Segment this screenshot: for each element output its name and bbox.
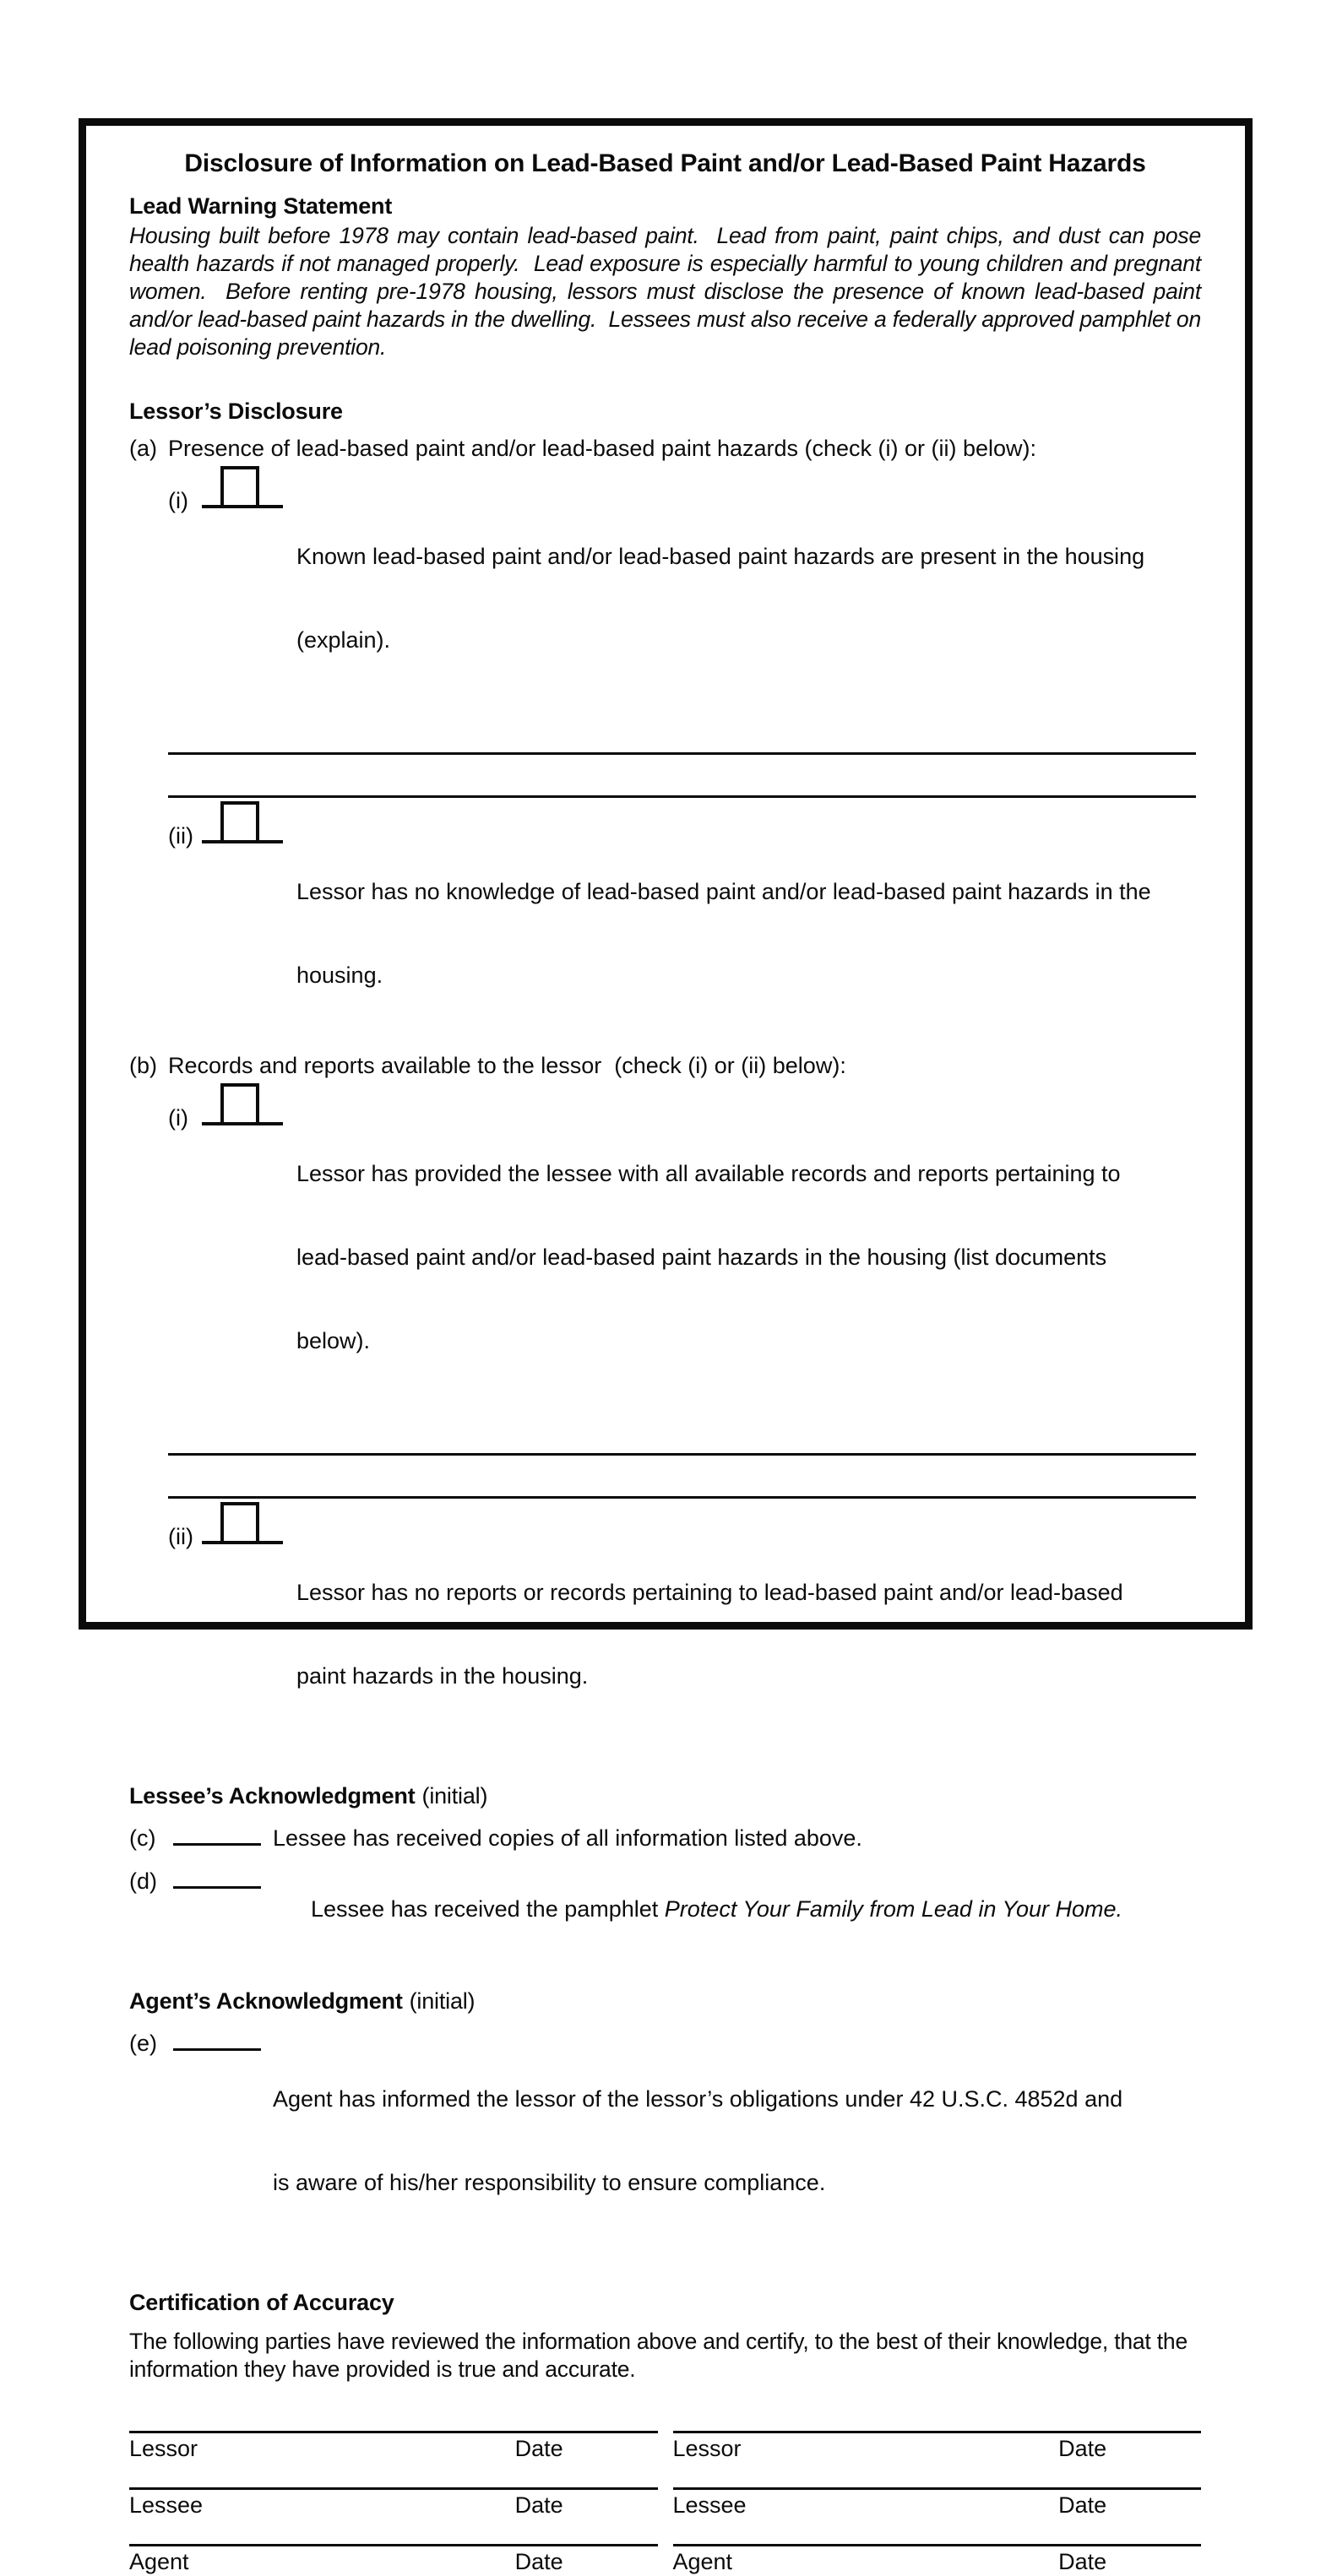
no-knowledge-checkbox[interactable] (202, 800, 283, 843)
signature-role-label: Lessee (672, 2492, 747, 2518)
no-records-checkbox[interactable] (202, 1500, 283, 1544)
signature-date-label: Date (514, 2549, 563, 2574)
agent-ack-heading-initial: (initial) (409, 1988, 476, 2014)
checkbox-square-icon (220, 1502, 259, 1544)
known-lead-paint-checkbox[interactable] (202, 464, 283, 508)
agent-ack-heading-bold: Agent’s Acknowledgment (129, 1988, 403, 2014)
item-b-ii-text (296, 1523, 1201, 1746)
item-a-ii (168, 800, 1201, 1045)
signature-cell (673, 2487, 1202, 2519)
item-d (129, 1868, 1201, 1951)
item-text-line: Lessor has no knowledge of lead-based paint and/or lead-based paint hazards in the (296, 879, 1151, 904)
item-e (129, 2030, 1201, 2253)
form-page (79, 118, 1253, 2574)
item-a-i-text (296, 487, 1201, 710)
item-c (129, 1825, 1201, 1852)
signature-cell (129, 2544, 658, 2576)
signature-cell (129, 2487, 658, 2519)
documents-write-line-1[interactable] (168, 1453, 1196, 1456)
explain-write-line-1[interactable] (168, 752, 1196, 755)
item-b-i-text (296, 1104, 1201, 1411)
item-b-ii-label: (ii) (168, 1524, 193, 1549)
item-text-line: Agent has informed the lessor of the lessor’s obligations under 42 U.S.C. 4852d and (273, 2086, 1123, 2112)
signature-role-label: Lessor (672, 2436, 742, 2461)
lessor-disclosure-heading: Lessor’s Disclosure (129, 399, 343, 424)
lead-warning-heading: Lead Warning Statement (129, 193, 393, 219)
initial-field-c[interactable] (173, 1825, 261, 1846)
item-d-label: (d) (129, 1868, 157, 1894)
lessee-ack-heading-bold: Lessee’s Acknowledgment (129, 1783, 416, 1809)
checkbox-square-icon (220, 466, 259, 508)
signature-date-label: Date (1058, 2492, 1107, 2518)
item-a-text: Presence of lead-based paint and/or lead-based paint hazards (check (i) or (ii) below): (168, 436, 1037, 461)
signature-cell (129, 2431, 658, 2463)
agent-ack-heading (129, 1988, 1201, 2015)
lessee-ack-heading-initial: (initial) (421, 1783, 488, 1809)
records-provided-checkbox[interactable] (202, 1082, 283, 1125)
lead-warning-text: Housing built before 1978 may contain lead-based paint. Lead from paint, paint chips, and dust can pose health hazards if not managed properly. Lead exposure is especially harmful to young children and pregnant women. Before renting pre-1978 housing, lessors must disclose the presence of known lead-based paint and/or lead-based paint hazards in the dwelling. Lessees must also receive a federally approved pamphlet on lead poisoning prevention. (129, 223, 1208, 360)
item-a-label: (a) (129, 436, 157, 461)
item-text-line: paint hazards in the housing. (296, 1663, 589, 1689)
checkbox-square-icon (220, 801, 259, 843)
item-text-line: Lessor has provided the lessee with all available records and reports pertaining to (296, 1161, 1121, 1186)
initial-field-d[interactable] (173, 1868, 261, 1889)
item-e-text (273, 2030, 1201, 2253)
item-text-line: housing. (296, 963, 383, 988)
signature-role-label: Agent (672, 2549, 733, 2574)
item-c-label: (c) (129, 1825, 156, 1851)
item-a-i-label: (i) (168, 488, 188, 513)
explain-write-line-2[interactable] (168, 795, 1196, 798)
documents-write-line-2[interactable] (168, 1496, 1196, 1499)
pamphlet-title: Protect Your Family from Lead in Your Home. (664, 1896, 1123, 1922)
item-text-line: below). (296, 1328, 371, 1353)
signature-role-label: Lessor (129, 2436, 198, 2461)
item-b-i-label: (i) (168, 1105, 188, 1131)
item-b-ii (168, 1500, 1201, 1746)
item-e-label: (e) (129, 2031, 157, 2056)
item-text-line: Lessor has no reports or records pertaining to lead-based paint and/or lead-based (296, 1580, 1123, 1605)
checkbox-square-icon (220, 1083, 259, 1125)
item-a (129, 435, 1201, 463)
item-text-line: (explain). (296, 627, 391, 653)
item-b-text: Records and reports available to the lessor (check (i) or (ii) below): (168, 1053, 846, 1078)
signature-section (129, 2431, 1201, 2576)
signature-date-label: Date (1058, 2436, 1107, 2461)
signature-cell (673, 2431, 1202, 2463)
signature-date-label: Date (1058, 2549, 1107, 2574)
signature-date-label: Date (514, 2436, 563, 2461)
item-text-line: lead-based paint and/or lead-based paint hazards in the housing (list documents (296, 1245, 1107, 1270)
item-c-text: Lessee has received copies of all information listed above. (273, 1825, 862, 1851)
item-a-ii-label: (ii) (168, 823, 193, 849)
signature-role-label: Lessee (129, 2492, 204, 2518)
item-text-line: Known lead-based paint and/or lead-based paint hazards are present in the housing (296, 544, 1145, 569)
signature-role-label: Agent (129, 2549, 189, 2574)
signature-cell (673, 2544, 1202, 2576)
item-a-ii-text (296, 822, 1201, 1045)
item-b-label: (b) (129, 1053, 157, 1078)
initial-field-e[interactable] (173, 2031, 261, 2051)
lessee-ack-heading (129, 1783, 1201, 1809)
form-title: Disclosure of Information on Lead-Based Paint and/or Lead-Based Paint Hazards (184, 149, 1146, 177)
item-a-i (168, 464, 1201, 710)
certification-heading: Certification of Accuracy (129, 2290, 394, 2315)
certification-text: The following parties have reviewed the information above and certify, to the best of their knowledge, that the information they have provided is true and accurate. (129, 2329, 1194, 2382)
item-b (129, 1052, 1201, 1080)
item-d-text-normal: Lessee has received the pamphlet (311, 1896, 665, 1922)
item-d-text (273, 1868, 1201, 1951)
item-b-i (168, 1082, 1201, 1411)
item-text-line: is aware of his/her responsibility to ensure compliance. (273, 2170, 826, 2195)
signature-date-label: Date (514, 2492, 563, 2518)
